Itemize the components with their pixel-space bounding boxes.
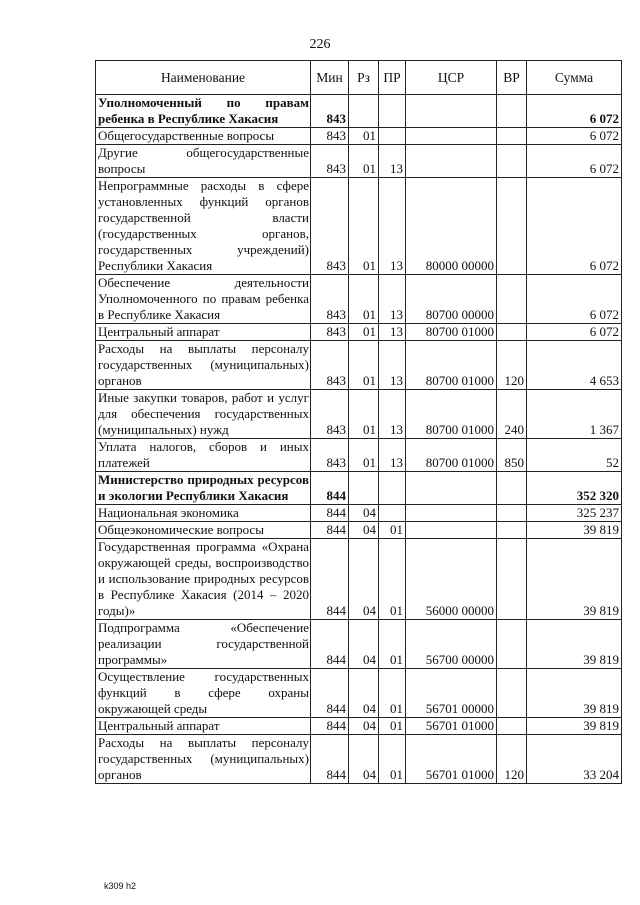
cell-rz: 01 — [349, 439, 379, 472]
cell-sum: 33 204 — [527, 735, 622, 784]
cell-min: 843 — [311, 439, 349, 472]
cell-sum: 6 072 — [527, 275, 622, 324]
cell-pr: 01 — [379, 539, 406, 620]
cell-rz: 01 — [349, 178, 379, 275]
cell-pr: 13 — [379, 145, 406, 178]
cell-vr — [497, 95, 527, 128]
cell-sum: 1 367 — [527, 390, 622, 439]
cell-sum: 39 819 — [527, 620, 622, 669]
cell-csr — [406, 145, 497, 178]
header-min: Мин — [311, 61, 349, 95]
cell-sum: 325 237 — [527, 505, 622, 522]
cell-min: 843 — [311, 390, 349, 439]
table-row — [96, 718, 622, 735]
cell-min: 843 — [311, 145, 349, 178]
header-pr: ПР — [379, 61, 406, 95]
table-row — [96, 145, 622, 178]
cell-rz: 04 — [349, 718, 379, 735]
cell-csr: 80700 00000 — [406, 275, 497, 324]
cell-csr — [406, 128, 497, 145]
cell-sum: 6 072 — [527, 178, 622, 275]
cell-rz: 04 — [349, 669, 379, 718]
cell-min: 843 — [311, 178, 349, 275]
header-vr: ВР — [497, 61, 527, 95]
cell-vr — [497, 669, 527, 718]
table-row — [96, 95, 622, 128]
cell-rz — [349, 95, 379, 128]
cell-sum: 39 819 — [527, 718, 622, 735]
cell-rz: 04 — [349, 522, 379, 539]
cell-min: 843 — [311, 95, 349, 128]
cell-name: Другие общегосударственные вопросы — [96, 145, 311, 178]
cell-name: Осуществление государственных функций в сфере охраны окружающей среды — [96, 669, 311, 718]
cell-csr: 56701 01000 — [406, 718, 497, 735]
cell-min: 844 — [311, 620, 349, 669]
cell-name: Государственная программа «Охрана окружающей среды, воспроизводство и использование природных ресурсов в Республике Хакасия (2014 – 2020 годы)» — [96, 539, 311, 620]
page-number: 226 — [309, 37, 331, 52]
cell-min: 843 — [311, 341, 349, 390]
cell-min: 844 — [311, 669, 349, 718]
cell-vr: 240 — [497, 390, 527, 439]
cell-sum: 39 819 — [527, 522, 622, 539]
cell-name: Министерство природных ресурсов и экологии Республики Хакасия — [96, 472, 311, 505]
budget-table — [95, 60, 622, 784]
cell-rz: 01 — [349, 390, 379, 439]
cell-vr: 120 — [497, 341, 527, 390]
cell-csr: 80700 01000 — [406, 439, 497, 472]
cell-vr — [497, 128, 527, 145]
cell-csr — [406, 95, 497, 128]
cell-vr — [497, 472, 527, 505]
footer-code: k309 h2 — [104, 881, 137, 891]
cell-name: Общеэкономические вопросы — [96, 522, 311, 539]
table-row — [96, 341, 622, 390]
cell-min: 844 — [311, 522, 349, 539]
cell-name: Центральный аппарат — [96, 324, 311, 341]
table-row — [96, 390, 622, 439]
cell-vr — [497, 275, 527, 324]
table-row — [96, 539, 622, 620]
cell-pr: 13 — [379, 439, 406, 472]
table-row — [96, 128, 622, 145]
cell-rz: 01 — [349, 275, 379, 324]
cell-name: Обеспечение деятельности Уполномоченного по правам ребенка в Республике Хакасия — [96, 275, 311, 324]
cell-name: Иные закупки товаров, работ и услуг для обеспечения государственных (муниципальных) нужд — [96, 390, 311, 439]
cell-csr — [406, 472, 497, 505]
cell-rz: 01 — [349, 324, 379, 341]
header-rz: Рз — [349, 61, 379, 95]
cell-vr — [497, 539, 527, 620]
table-row — [96, 669, 622, 718]
cell-rz — [349, 472, 379, 505]
cell-pr: 01 — [379, 735, 406, 784]
cell-vr — [497, 620, 527, 669]
cell-rz: 01 — [349, 341, 379, 390]
cell-csr: 56701 00000 — [406, 669, 497, 718]
cell-min: 844 — [311, 735, 349, 784]
cell-sum: 52 — [527, 439, 622, 472]
cell-sum: 39 819 — [527, 539, 622, 620]
cell-rz: 04 — [349, 539, 379, 620]
header-sum: Сумма — [527, 61, 622, 95]
cell-name: Расходы на выплаты персоналу государственных (муниципальных) органов — [96, 735, 311, 784]
cell-name: Подпрограмма «Обеспечение реализации государственной программы» — [96, 620, 311, 669]
cell-csr: 56701 01000 — [406, 735, 497, 784]
cell-min: 843 — [311, 275, 349, 324]
cell-name: Общегосударственные вопросы — [96, 128, 311, 145]
cell-sum: 352 320 — [527, 472, 622, 505]
cell-csr: 80700 01000 — [406, 390, 497, 439]
cell-min: 844 — [311, 539, 349, 620]
cell-rz: 01 — [349, 145, 379, 178]
header-csr: ЦСР — [406, 61, 497, 95]
cell-sum: 6 072 — [527, 324, 622, 341]
table-row — [96, 439, 622, 472]
cell-rz: 04 — [349, 620, 379, 669]
cell-pr: 01 — [379, 620, 406, 669]
cell-min: 844 — [311, 718, 349, 735]
cell-csr: 80000 00000 — [406, 178, 497, 275]
cell-name: Уполномоченный по правам ребенка в Республике Хакасия — [96, 95, 311, 128]
cell-name: Непрограммные расходы в сфере установленных функций органов государственной власти (государственных органов, государственных учреждений) Республики Хакасия — [96, 178, 311, 275]
cell-csr — [406, 505, 497, 522]
cell-csr: 80700 01000 — [406, 324, 497, 341]
cell-vr — [497, 324, 527, 341]
cell-min: 844 — [311, 505, 349, 522]
cell-min: 843 — [311, 128, 349, 145]
cell-vr — [497, 145, 527, 178]
table-row — [96, 178, 622, 275]
cell-pr — [379, 505, 406, 522]
cell-min: 843 — [311, 324, 349, 341]
cell-rz: 04 — [349, 735, 379, 784]
cell-name: Расходы на выплаты персоналу государственных (муниципальных) органов — [96, 341, 311, 390]
cell-vr — [497, 718, 527, 735]
cell-pr: 13 — [379, 341, 406, 390]
table-row — [96, 735, 622, 784]
cell-pr: 01 — [379, 718, 406, 735]
cell-vr: 120 — [497, 735, 527, 784]
cell-name: Центральный аппарат — [96, 718, 311, 735]
table-row — [96, 505, 622, 522]
header-row — [96, 61, 622, 95]
table-row — [96, 275, 622, 324]
cell-pr — [379, 95, 406, 128]
cell-min: 844 — [311, 472, 349, 505]
cell-sum: 4 653 — [527, 341, 622, 390]
table-row — [96, 324, 622, 341]
table-row — [96, 620, 622, 669]
cell-name: Национальная экономика — [96, 505, 311, 522]
cell-csr: 80700 01000 — [406, 341, 497, 390]
cell-vr — [497, 522, 527, 539]
cell-pr: 13 — [379, 275, 406, 324]
cell-csr: 56700 00000 — [406, 620, 497, 669]
cell-vr — [497, 505, 527, 522]
cell-pr — [379, 128, 406, 145]
cell-rz: 01 — [349, 128, 379, 145]
cell-pr: 13 — [379, 178, 406, 275]
cell-rz: 04 — [349, 505, 379, 522]
cell-pr: 01 — [379, 522, 406, 539]
cell-pr: 01 — [379, 669, 406, 718]
cell-vr: 850 — [497, 439, 527, 472]
header-name: Наименование — [96, 61, 311, 95]
cell-sum: 39 819 — [527, 669, 622, 718]
cell-pr: 13 — [379, 390, 406, 439]
cell-pr: 13 — [379, 324, 406, 341]
cell-vr — [497, 178, 527, 275]
cell-sum: 6 072 — [527, 95, 622, 128]
cell-csr: 56000 00000 — [406, 539, 497, 620]
table-row — [96, 472, 622, 505]
cell-sum: 6 072 — [527, 145, 622, 178]
cell-sum: 6 072 — [527, 128, 622, 145]
cell-pr — [379, 472, 406, 505]
table-row — [96, 522, 622, 539]
cell-csr — [406, 522, 497, 539]
cell-name: Уплата налогов, сборов и иных платежей — [96, 439, 311, 472]
